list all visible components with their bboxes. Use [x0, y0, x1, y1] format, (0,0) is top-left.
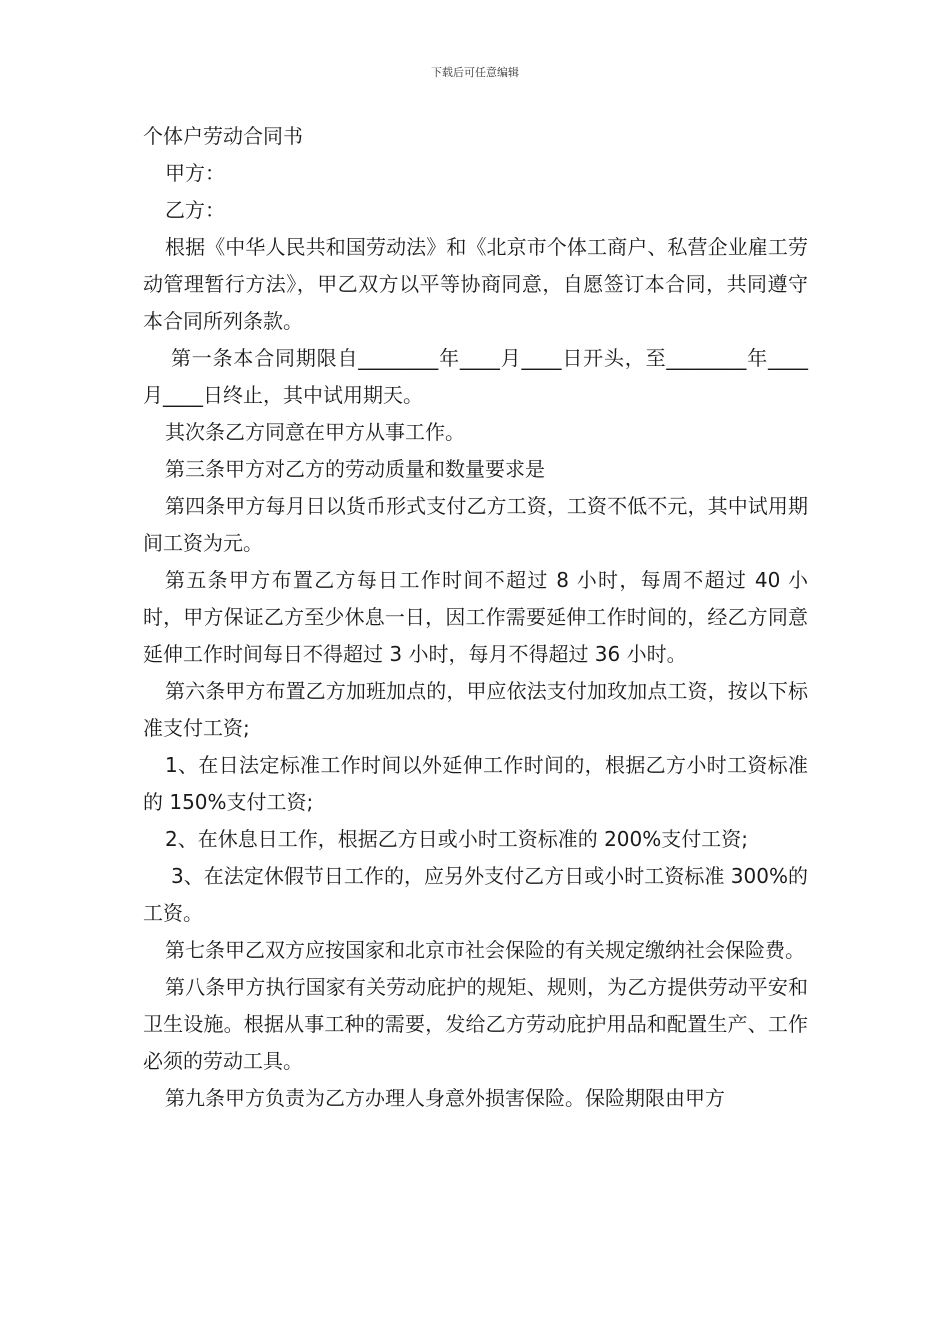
- article-6-item-2: 2、在休息日工作，根据乙方日或小时工资标准的 200%支付工资;: [165, 827, 748, 851]
- article-8: 第八条甲方执行国家有关劳动庇护的规矩、规则，为乙方提供劳动平安和卫生设施。根据从事工种的需要，发给乙方劳动庇护用品和配置生产、工作必须的劳动工具。: [143, 975, 808, 1073]
- article-9: 第九条甲方负责为乙方办理人身意外损害保险。保险期限由甲方: [165, 1086, 725, 1110]
- document-title: 个体户劳动合同书: [143, 124, 303, 148]
- article-2: 其次条乙方同意在甲方从事工作。: [165, 420, 465, 444]
- article-3: 第三条甲方对乙方的劳动质量和数量要求是: [165, 457, 545, 481]
- contract-body: [143, 118, 808, 1117]
- page-header-note: 下载后可任意编辑: [431, 66, 519, 79]
- article-6-item-1: 1、在日法定标准工作时间以外延伸工作时间的，根据乙方小时工资标准的 150%支付工资;: [143, 753, 808, 814]
- party-a-label: 甲方：: [165, 161, 225, 185]
- preamble-paragraph: 根据《中华人民共和国劳动法》和《北京市个体工商户、私营企业雇工劳动管理暂行方法》，甲乙双方以平等协商同意，自愿签订本合同，共同遵守本合同所列条款。: [143, 235, 808, 333]
- article-5: 第五条甲方布置乙方每日工作时间不超过 8 小时，每周不超过 40 小时，甲方保证乙方至少休息一日，因工作需要延伸工作时间的，经乙方同意延伸工作时间每日不得超过 3 小时，每月不得超过 36 小时。: [143, 568, 808, 666]
- party-b-label: 乙方：: [165, 198, 225, 222]
- article-1: 第一条本合同期限自________年____月____日开头，至________年____月____日终止，其中试用期天。: [143, 346, 808, 407]
- article-4: 第四条甲方每月日以货币形式支付乙方工资，工资不低不元，其中试用期间工资为元。: [143, 494, 808, 555]
- article-7: 第七条甲乙双方应按国家和北京市社会保险的有关规定缴纳社会保险费。: [165, 938, 805, 962]
- article-6-item-3: 3、在法定休假节日工作的，应另外支付乙方日或小时工资标准 300%的工资。: [143, 864, 808, 925]
- article-6: 第六条甲方布置乙方加班加点的，甲应依法支付加玫加点工资，按以下标准支付工资;: [143, 679, 808, 740]
